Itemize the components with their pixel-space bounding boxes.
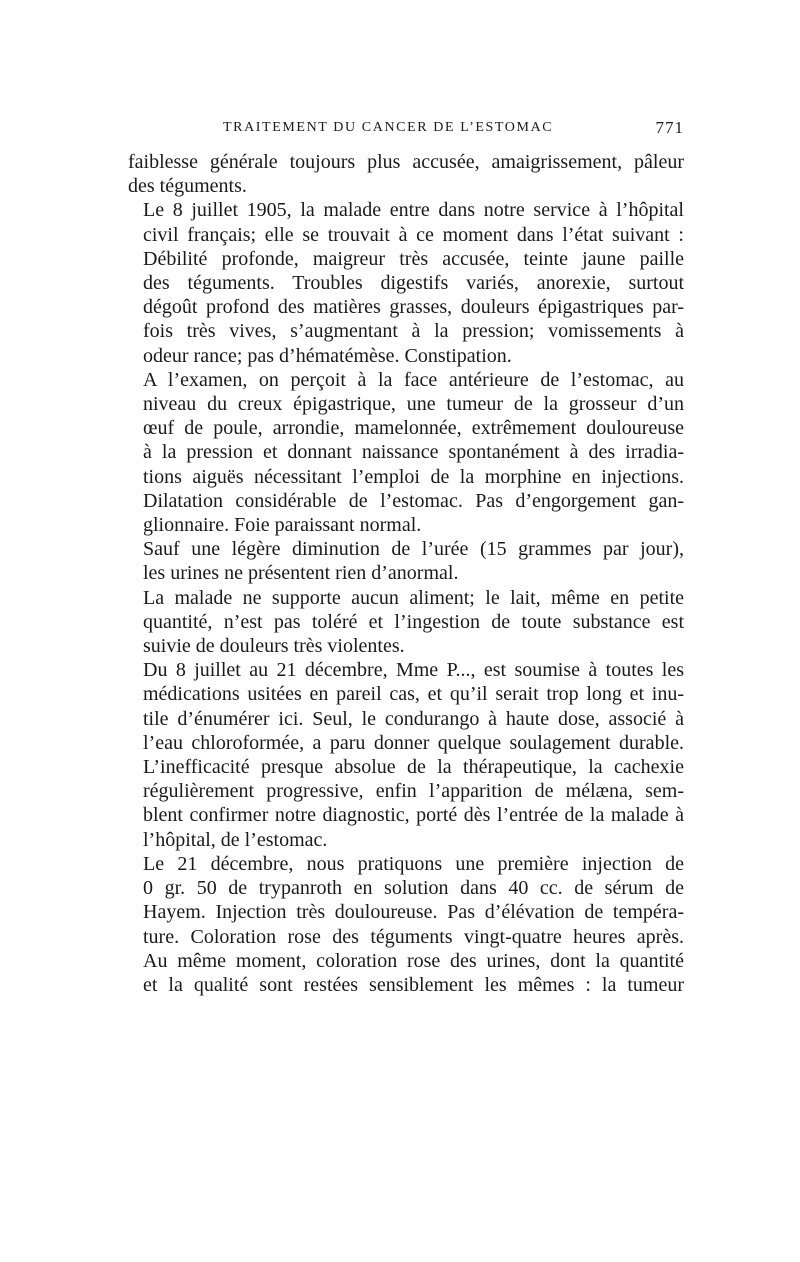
text-line: Le 21 décembre, nous pratiquons une première injection de [143, 852, 684, 875]
text-line: tions aiguës nécessitant l’emploi de la morphine en injections. [143, 465, 684, 488]
text-line: des téguments. Troubles digestifs variés, anorexie, surtout [143, 272, 684, 295]
text-line: médications usitées en pareil cas, et qu’il serait trop long et inu- [143, 683, 684, 706]
text-line: et la qualité sont restées sensiblement les mêmes : la tumeur [143, 973, 684, 996]
page-header [128, 116, 684, 140]
text-line: Hayem. Injection très douloureuse. Pas d’élévation de tempéra- [143, 901, 684, 924]
text-line: civil français; elle se trouvait à ce moment dans l’état suivant : [143, 223, 684, 246]
paragraph-feeding [128, 586, 684, 659]
paragraph-symptoms [128, 247, 684, 368]
text-line: l’eau chloroformée, a paru donner quelque soulagement durable. [143, 731, 684, 754]
text-line: Débilité profonde, maigreur très accusée, teinte jaune paille [143, 247, 684, 270]
paragraph-injection [128, 852, 684, 997]
paragraph-treatment [128, 658, 684, 852]
text-line: dégoût profond des matières grasses, douleurs épigastriques par- [143, 296, 684, 319]
text-line: quantité, n’est pas toléré et l’ingestion de toute substance est [143, 610, 684, 633]
running-title: TRAITEMENT DU CANCER DE L’ESTOMAC [223, 120, 554, 135]
text-line: odeur rance; pas d’hématémèse. Constipation. [143, 344, 512, 367]
text-line: A l’examen, on perçoit à la face antérieure de l’estomac, au [143, 368, 684, 391]
text-line: Dilatation considérable de l’estomac. Pas d’engorgement gan- [143, 489, 684, 512]
text-line: faiblesse générale toujours plus accusée, amaigrissement, pâleur [128, 151, 684, 173]
text-line: Sauf une légère diminution de l’urée (15 grammes par jour), [143, 538, 684, 561]
text-line: les urines ne présentent rien d’anormal. [143, 562, 459, 585]
text-line: 0 gr. 50 de trypanroth en solution dans 40 cc. de sérum de [143, 877, 684, 900]
text-line: des téguments. [128, 175, 247, 198]
text-line: suivie de douleurs très violentes. [143, 635, 405, 658]
body-text [128, 150, 684, 997]
text-line: régulièrement progressive, enfin l’apparition de mélæna, sem- [143, 780, 684, 803]
text-line: niveau du creux épigastrique, une tumeur de la grosseur d’un [143, 393, 684, 416]
text-line: L’inefficacité presque absolue de la thérapeutique, la cachexie [143, 756, 684, 779]
paragraph-continuation [128, 150, 684, 198]
text-line: blent confirmer notre diagnostic, porté dès l’entrée de la malade à [143, 804, 684, 827]
text-line: Au même moment, coloration rose des urines, dont la quantité [143, 949, 684, 972]
text-line: Du 8 juillet au 21 décembre, Mme P..., est soumise à toutes les [143, 659, 684, 682]
paragraph-admission [128, 198, 684, 246]
text-line: tile d’énumérer ici. Seul, le condurango à haute dose, associé à [143, 707, 684, 730]
text-line: ture. Coloration rose des téguments vingt-quatre heures après. [143, 925, 684, 948]
text-line: glionnaire. Foie paraissant normal. [143, 514, 422, 537]
text-line: l’hôpital, de l’estomac. [143, 828, 328, 851]
text-line: œuf de poule, arrondie, mamelonnée, extrêmement douloureuse [143, 417, 684, 440]
text-line: fois très vives, s’augmentant à la pression; vomissements à [143, 320, 684, 343]
text-line: La malade ne supporte aucun aliment; le lait, même en petite [143, 586, 684, 609]
paragraph-urine [128, 537, 684, 585]
text-line: à la pression et donnant naissance spontanément à des irradia- [143, 441, 684, 464]
paragraph-examination [128, 368, 684, 537]
text-line: Le 8 juillet 1905, la malade entre dans notre service à l’hôpital [143, 199, 684, 222]
page-number: 771 [655, 118, 684, 137]
